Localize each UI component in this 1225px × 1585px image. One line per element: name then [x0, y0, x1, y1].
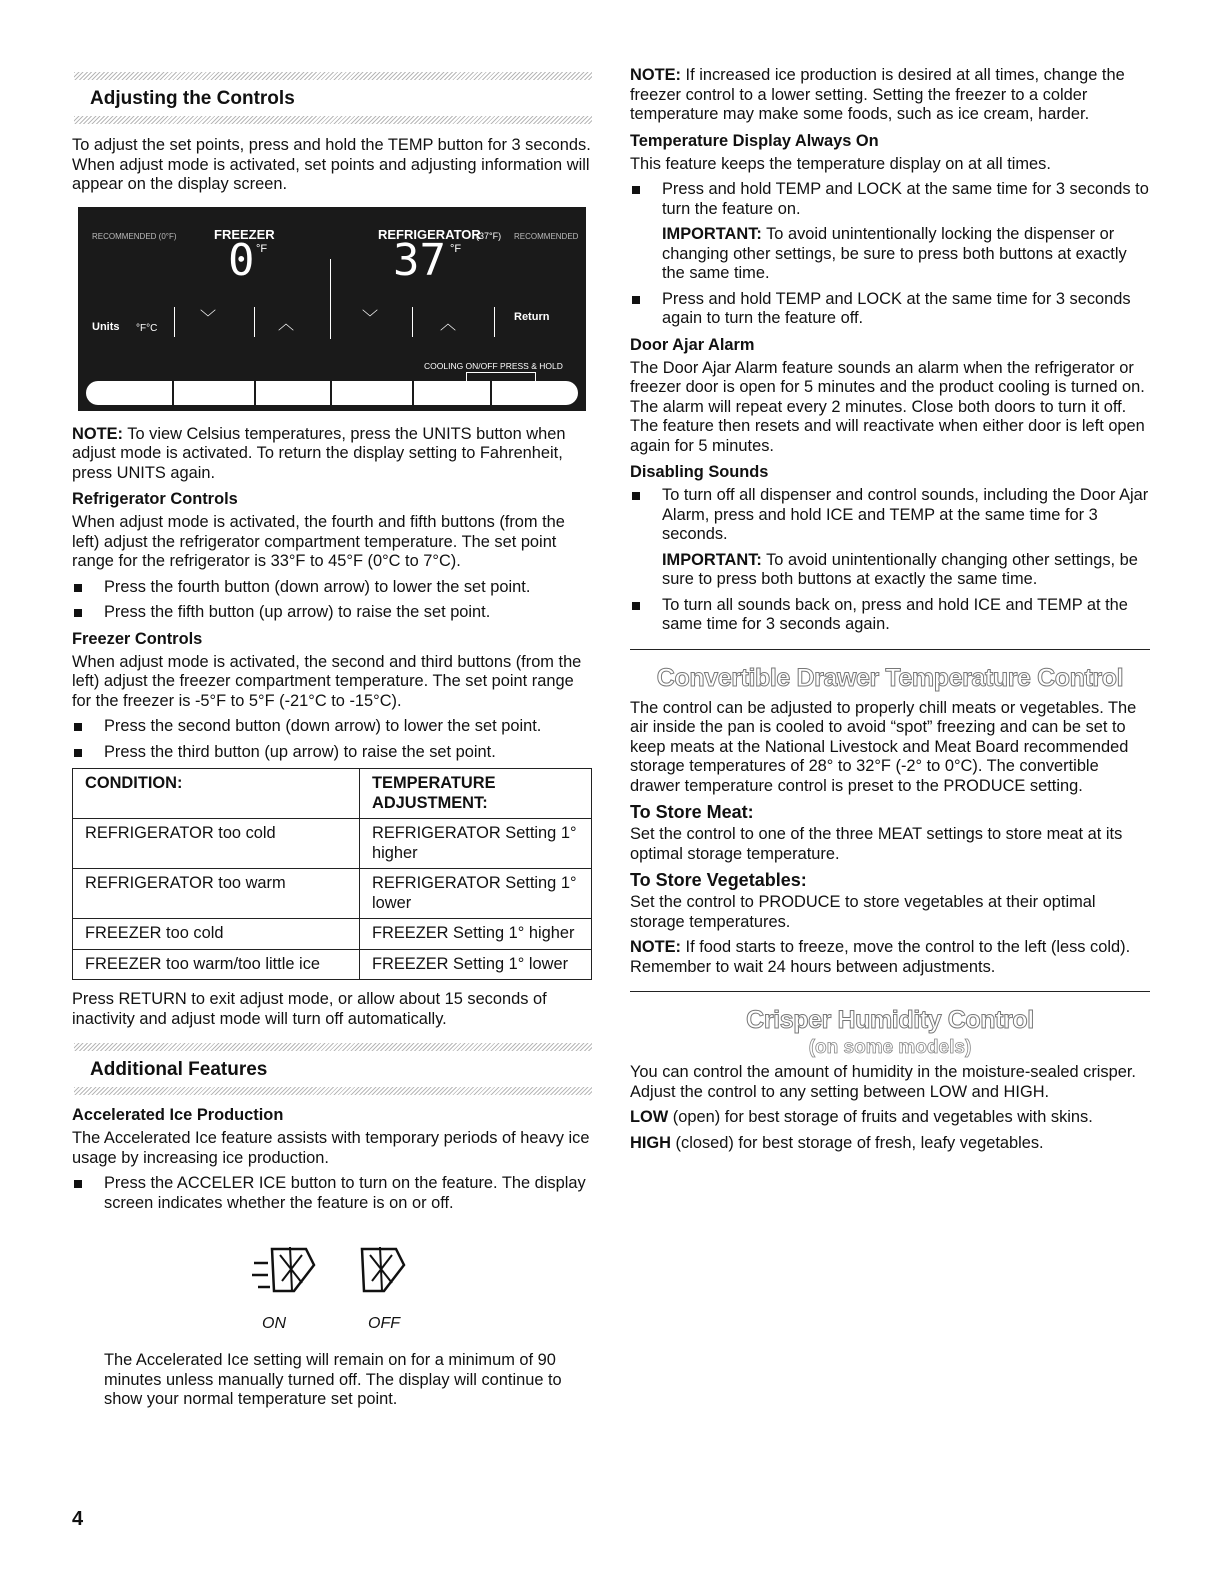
list-item — [72, 743, 592, 763]
important-note — [662, 225, 1150, 284]
important-note — [662, 551, 1150, 590]
important-label: IMPORTANT: — [662, 225, 762, 243]
table-cell: FREEZER Setting 1° lower — [360, 949, 592, 980]
divider — [174, 307, 175, 337]
bullet-icon — [632, 492, 640, 500]
divider — [494, 307, 495, 337]
accelerated-ice-on-icon — [250, 1235, 320, 1305]
note-ice-production — [630, 66, 1150, 125]
units-label: Units — [92, 320, 120, 333]
low-text: (open) for best storage of fruits and vegetables with skins. — [668, 1108, 1093, 1126]
note-label: NOTE: — [72, 424, 123, 443]
convertible-drawer-title: Convertible Drawer Temperature Control — [656, 663, 1124, 692]
important-text: To avoid unintentionally changing other settings, be sure to press both buttons at exactly the same time. — [662, 550, 1138, 588]
list-item — [630, 596, 1150, 635]
bullet-icon — [74, 723, 82, 731]
freezer-controls-heading: Freezer Controls — [72, 629, 203, 648]
bullet-icon — [74, 584, 82, 592]
accelerated-ice-heading: Accelerated Ice Production — [72, 1106, 284, 1124]
bullet-text: Press the second button (down arrow) to lower the set point. — [104, 717, 542, 735]
divider — [412, 307, 413, 337]
high-text: (closed) for best storage of fresh, leafy vegetables. — [670, 1133, 1044, 1152]
right-column — [630, 66, 1150, 1159]
refrigerator-label: REFRIGERATOR — [378, 226, 481, 242]
important-text: To avoid unintentionally locking the dispenser or changing other settings, be sure to press both buttons at exactly the same time. — [662, 225, 1127, 282]
section-band — [74, 116, 592, 124]
store-meat-paragraph: Set the control to one of the three MEAT settings to store meat at its optimal storage temperature. — [630, 825, 1123, 863]
temperature-display-paragraph: This feature keeps the temperature display on at all times. — [630, 154, 1051, 173]
store-vegetables-heading: To Store Vegetables: — [630, 870, 807, 890]
store-meat-heading: To Store Meat: — [630, 802, 754, 822]
table-header: CONDITION: — [73, 769, 360, 819]
high-label: HIGH — [630, 1133, 671, 1152]
low-label: LOW — [630, 1108, 669, 1126]
disabling-sounds-heading: Disabling Sounds — [630, 463, 769, 481]
caption-on: ON — [262, 1315, 286, 1332]
table-cell: FREEZER too cold — [73, 919, 360, 950]
bullet-icon — [632, 186, 640, 194]
adjusting-paragraph: To adjust the set points, press and hold the TEMP button for 3 seconds. When adjust mode is activated, set points and adjusting information will appear on the display screen. — [72, 136, 591, 193]
accelerated-ice-paragraph-2: The Accelerated Ice setting will remain on for a minimum of 90 minutes unless manually turned off. The display will continue to show your normal temperature set point. — [104, 1351, 562, 1408]
refrigerator-down-arrow-icon: ﹀ — [362, 309, 379, 327]
bullet-icon — [74, 1180, 82, 1188]
freezer-label: FREEZER — [214, 226, 275, 242]
refrigerator-temp-display: 37 — [393, 234, 446, 286]
table-header: TEMPERATURE ADJUSTMENT: — [360, 769, 592, 819]
button-divider — [412, 381, 414, 405]
door-ajar-heading: Door Ajar Alarm — [630, 335, 755, 354]
icon-captions — [72, 1315, 592, 1345]
bracket — [466, 372, 536, 381]
note-label: NOTE: — [630, 938, 681, 956]
list-item — [630, 180, 1150, 219]
temperature-adjustment-table — [72, 768, 592, 980]
convertible-drawer-paragraph: The control can be adjusted to properly chill meats or vegetables. The air inside the pan is cooled to avoid “spot” freezing and can be set to keep meats at the National Livestock and Meat Board recommended storage temperatures of 28° to 32°F (-2° to 0°C). The convertible drawer temperature control is preset to the PRODUCE setting. — [630, 698, 1137, 795]
refrigerator-note: (37°F) — [476, 230, 502, 241]
note-text: To view Celsius temperatures, press the UNITS button when adjust mode is activated. To return the display setting to Fahrenheit, press UNITS again. — [72, 424, 566, 482]
divider — [630, 991, 1150, 992]
table-row — [73, 919, 592, 950]
table-cell: FREEZER too warm/too little ice — [73, 949, 360, 980]
bullet-text: Press and hold TEMP and LOCK at the same time for 3 seconds to turn the feature on. — [662, 180, 1149, 218]
crisper-humidity-paragraph: You can control the amount of humidity in the moisture-sealed crisper. Adjust the control to any setting between LOW and HIGH. — [630, 1063, 1136, 1101]
table-row — [73, 869, 592, 919]
bullet-icon — [74, 749, 82, 757]
table-cell: REFRIGERATOR Setting 1° higher — [360, 819, 592, 869]
units-value: °F°C — [136, 322, 158, 334]
recommended-right-label: RECOMMENDED — [514, 231, 579, 241]
cooling-label: COOLING ON/OFF PRESS & HOLD — [424, 360, 563, 371]
divider — [330, 259, 331, 339]
bullet-text: Press the ACCELER ICE button to turn on the feature. The display screen indicates whether the feature is on or off. — [104, 1174, 586, 1212]
accelerated-ice-off-icon — [354, 1235, 414, 1305]
store-vegetables-paragraph: Set the control to PRODUCE to store vegetables at their optimal storage temperatures. — [630, 893, 1096, 931]
section-band — [74, 72, 592, 80]
page-number: 4 — [72, 1508, 84, 1530]
recommended-left-label: RECOMMENDED (0°F) — [92, 231, 177, 241]
section-title-adjusting: Adjusting the Controls — [90, 88, 295, 109]
list-item — [72, 1174, 592, 1213]
freezer-controls-paragraph: When adjust mode is activated, the second and third buttons (from the left) adjust the freezer compartment temperature. The set point range for the freezer is -5°F to 5°F (-21°C to -15°C). — [72, 652, 582, 710]
bullet-icon — [632, 602, 640, 610]
table-header-row — [73, 769, 592, 819]
button-divider — [490, 381, 492, 405]
accelerated-ice-paragraph: The Accelerated Ice feature assists with temporary periods of heavy ice usage by increasing ice production. — [72, 1129, 590, 1167]
freezer-unit: °F — [256, 242, 268, 255]
return-paragraph: Press RETURN to exit adjust mode, or allow about 15 seconds of inactivity and adjust mode will turn off automatically. — [72, 990, 547, 1028]
high-setting — [630, 1134, 1150, 1154]
bullet-text: Press the fourth button (down arrow) to lower the set point. — [104, 577, 531, 596]
button-divider — [330, 381, 332, 405]
table-cell: REFRIGERATOR Setting 1° lower — [360, 869, 592, 919]
door-ajar-paragraph: The Door Ajar Alarm feature sounds an alarm when the refrigerator or freezer door is open for 5 minutes and the product cooling is turned on. The alarm will repeat every 2 minutes. Close both doors to turn it off. The feature then resets and will reactivate when either door is left open again for 5 minutes. — [630, 358, 1145, 455]
control-panel-illustration — [78, 207, 586, 411]
divider — [630, 649, 1150, 650]
refrigerator-controls-heading: Refrigerator Controls — [72, 490, 238, 508]
section-band — [74, 1087, 592, 1095]
bullet-icon — [74, 609, 82, 617]
bullet-icon — [632, 296, 640, 304]
freezer-temp-display: 0 — [228, 234, 255, 286]
button-divider — [254, 381, 256, 405]
list-item — [630, 486, 1150, 545]
freezer-up-arrow-icon: ︿ — [278, 315, 295, 333]
section-band — [74, 1043, 592, 1051]
refrigerator-controls-paragraph: When adjust mode is activated, the fourth and fifth buttons (from the left) adjust the refrigerator compartment temperature. The set point range for the refrigerator is 33°F to 45°F (0°C to 7°C). — [72, 513, 565, 570]
section-title-additional: Additional Features — [90, 1059, 268, 1080]
note-celsius — [72, 425, 592, 484]
refrigerator-unit: °F — [450, 242, 462, 255]
table-cell: FREEZER Setting 1° higher — [360, 919, 592, 950]
list-item — [72, 578, 592, 598]
crisper-humidity-subtitle: (on some models) — [808, 1037, 972, 1058]
button-divider — [172, 381, 174, 405]
list-item — [630, 290, 1150, 329]
temperature-display-heading: Temperature Display Always On — [630, 131, 879, 150]
table-cell: REFRIGERATOR too warm — [73, 869, 360, 919]
bullet-text: To turn off all dispenser and control sounds, including the Door Ajar Alarm, press and hold ICE and TEMP at the same time for 3 seconds. — [662, 486, 1149, 543]
return-label: Return — [514, 310, 550, 323]
table-cell: REFRIGERATOR too cold — [73, 819, 360, 869]
note-label: NOTE: — [630, 66, 681, 84]
left-column — [72, 60, 592, 1416]
freezer-down-arrow-icon: ﹀ — [200, 309, 217, 327]
refrigerator-up-arrow-icon: ︿ — [440, 315, 457, 333]
bullet-text: Press the third button (up arrow) to raise the set point. — [104, 742, 496, 761]
list-item — [72, 717, 592, 737]
crisper-humidity-title: Crisper Humidity Control — [746, 1006, 1034, 1034]
list-item — [72, 603, 592, 623]
note-freeze — [630, 938, 1150, 977]
button-bar — [86, 381, 578, 405]
bullet-text: To turn all sounds back on, press and hold ICE and TEMP at the same time for 3 seconds again. — [662, 595, 1128, 633]
accelerated-ice-icons — [72, 1235, 592, 1315]
low-setting — [630, 1108, 1150, 1128]
table-row — [73, 949, 592, 980]
note-text: If increased ice production is desired at all times, change the freezer control to a lower setting. Setting the freezer to a colder temperature may make some foods, such as ice cream, harder. — [630, 66, 1125, 123]
important-label: IMPORTANT: — [662, 550, 762, 569]
caption-off: OFF — [368, 1315, 400, 1332]
divider — [254, 307, 255, 337]
table-row — [73, 819, 592, 869]
note-text: If food starts to freeze, move the control to the left (less cold). Remember to wait 24 hours between adjustments. — [630, 938, 1131, 976]
bullet-text: Press the fifth button (up arrow) to raise the set point. — [104, 603, 491, 621]
bullet-text: Press and hold TEMP and LOCK at the same time for 3 seconds again to turn the feature off. — [662, 289, 1131, 327]
